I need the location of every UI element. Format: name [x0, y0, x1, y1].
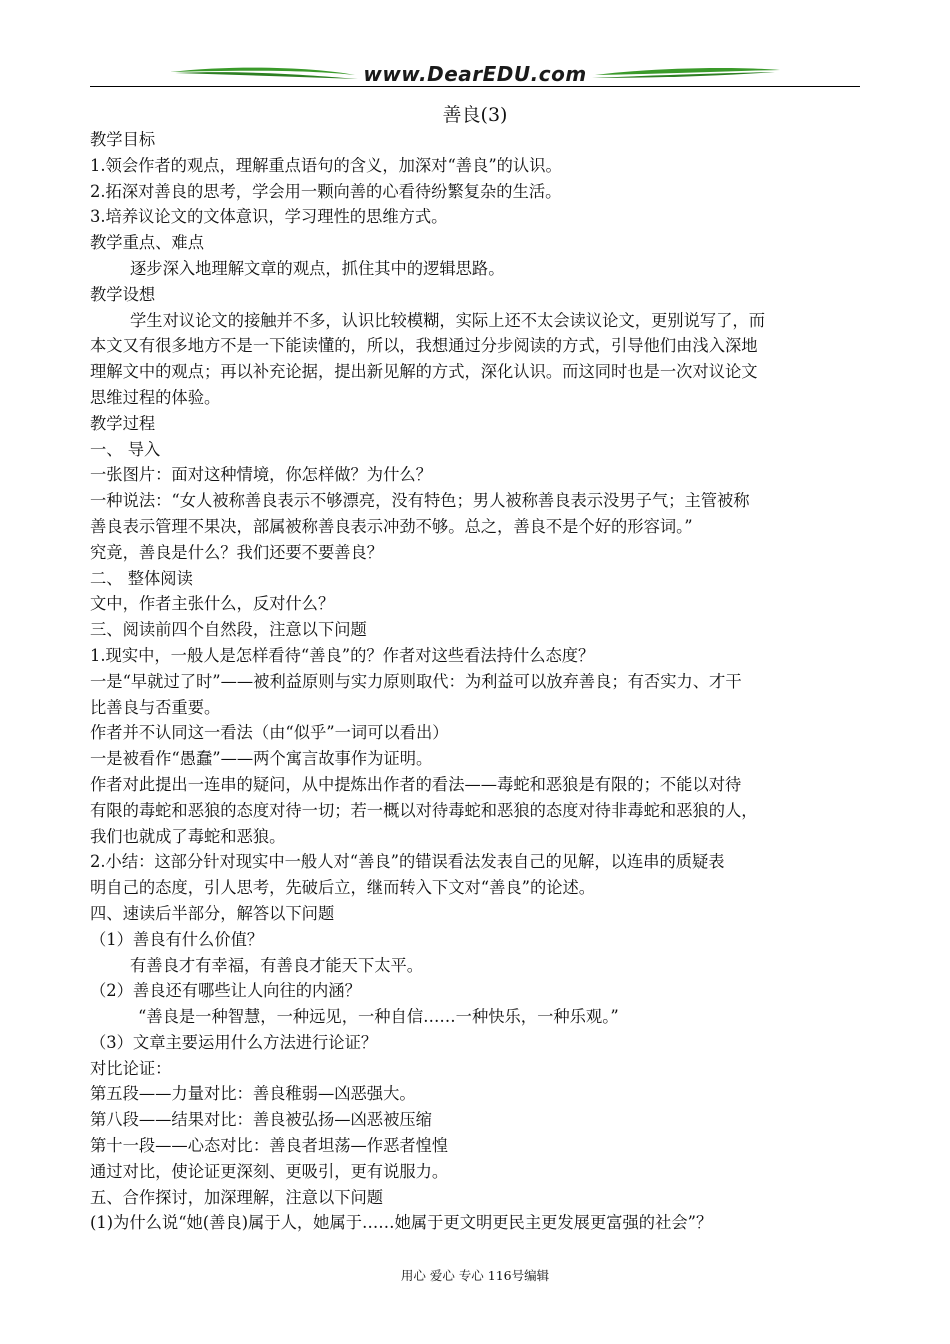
- section-heading: 教学过程: [90, 413, 156, 433]
- text-line: （2）善良还有哪些让人向往的内涵？: [90, 981, 361, 1001]
- section-heading: 二、 整体阅读: [90, 568, 193, 588]
- text-line: 一是被看作“愚蠢”——两个寓言故事作为证明。: [90, 749, 433, 769]
- text-line: 理解文中的观点；再以补充论据，提出新见解的方式，深化认识。而这同时也是一次对议论文: [90, 362, 758, 382]
- document-title: 善良(3): [442, 104, 508, 126]
- text-line: 思维过程的体验。: [90, 387, 221, 407]
- site-logo-text: www.DearEDU.com: [363, 62, 587, 86]
- text-line: 通过对比，使论证更深刻、更吸引，更有说服力。: [90, 1161, 449, 1181]
- text-line: 3.培养议论文的文体意识，学习理性的思维方式。: [90, 207, 448, 227]
- section-heading: 教学重点、难点: [90, 233, 204, 253]
- text-line: 一种说法：“女人被称善良表示不够漂亮，没有特色；男人被称善良表示没男子气；主管被称: [90, 491, 750, 511]
- text-line: 2.小结：这部分针对现实中一般人对“善良”的错误看法发表自己的见解，以连串的质疑表: [90, 852, 725, 872]
- text-line: 2.拓深对善良的思考，学会用一颗向善的心看待纷繁复杂的生活。: [90, 181, 562, 201]
- text-line: （3）文章主要运用什么方法进行论证？: [90, 1032, 378, 1052]
- text-line: 一是“早就过了时”——被利益原则与实力原则取代：为利益可以放弃善良；有否实力、才干: [90, 671, 742, 691]
- text-line: 究竟，善良是什么？我们还要不要善良？: [90, 542, 384, 562]
- text-line: 第八段——结果对比：善良被弘扬—凶恶被压缩: [90, 1110, 432, 1130]
- text-line: 第五段——力量对比：善良稚弱—凶恶强大。: [90, 1084, 416, 1104]
- text-line: （1）善良有什么价值？: [90, 929, 264, 949]
- text-line: 学生对议论文的接触并不多，认识比较模糊，实际上还不太会读议论文，更别说写了，而: [130, 310, 765, 330]
- text-line: 明自己的态度，引人思考，先破后立，继而转入下文对“善良”的论述。: [90, 878, 596, 898]
- text-line: 作者并不认同这一看法（由“似乎”一词可以看出）: [90, 723, 449, 743]
- text-line: 有限的毒蛇和恶狼的态度对待一切；若一概以对待毒蛇和恶狼的态度对待非毒蛇和恶狼的人，: [90, 800, 758, 820]
- section-heading: 教学目标: [90, 130, 156, 149]
- text-line: 1.现实中，一般人是怎样看待“善良”的？作者对这些看法持什么态度？: [90, 645, 595, 665]
- text-line: 第十一段——心态对比：善良者坦荡—作恶者惶惶: [90, 1136, 449, 1156]
- text-line: 一张图片：面对这种情境，你怎样做？为什么？: [90, 465, 432, 485]
- header-rule: [90, 86, 860, 87]
- section-heading: 一、 导入: [90, 439, 161, 459]
- text-line: 作者对此提出一连串的疑问，从中提炼出作者的看法——毒蛇和恶狼是有限的；不能以对待: [90, 774, 742, 794]
- text-line: 善良表示管理不果决，部属被称善良表示冲劲不够。总之，善良不是个好的形容词。”: [90, 516, 693, 536]
- document-body: [90, 127, 865, 1236]
- section-heading: 教学设想: [90, 284, 156, 304]
- section-heading: 三、阅读前四个自然段，注意以下问题: [90, 620, 367, 640]
- text-line: 对比论证：: [90, 1058, 172, 1078]
- text-line: 我们也就成了毒蛇和恶狼。: [90, 826, 286, 846]
- section-heading: 五、合作探讨，加深理解，注意以下问题: [90, 1187, 384, 1207]
- text-line: “善良是一种智慧，一种远见，一种自信……一种快乐，一种乐观。”: [138, 1007, 619, 1027]
- section-heading: 四、速读后半部分，解答以下问题: [90, 903, 335, 923]
- page-footer: 用心 爱心 专心 116号编辑: [400, 1268, 550, 1283]
- text-line: 逐步深入地理解文章的观点，抓住其中的逻辑思路。: [130, 258, 505, 278]
- text-line: 文中，作者主张什么，反对什么？: [90, 594, 335, 614]
- text-line: 1.领会作者的观点，理解重点语句的含义，加深对“善良”的认识。: [90, 155, 562, 175]
- text-line: 有善良才有幸福，有善良才能天下太平。: [130, 955, 424, 975]
- text-line: 本文又有很多地方不是一下能读懂的，所以，我想通过分步阅读的方式，引导他们由浅入深地: [90, 336, 758, 356]
- text-line: 比善良与否重要。: [90, 697, 221, 717]
- text-line: (1)为什么说“她(善良)属于人，她属于……她属于更文明更民主更发展更富强的社会”？: [90, 1213, 713, 1233]
